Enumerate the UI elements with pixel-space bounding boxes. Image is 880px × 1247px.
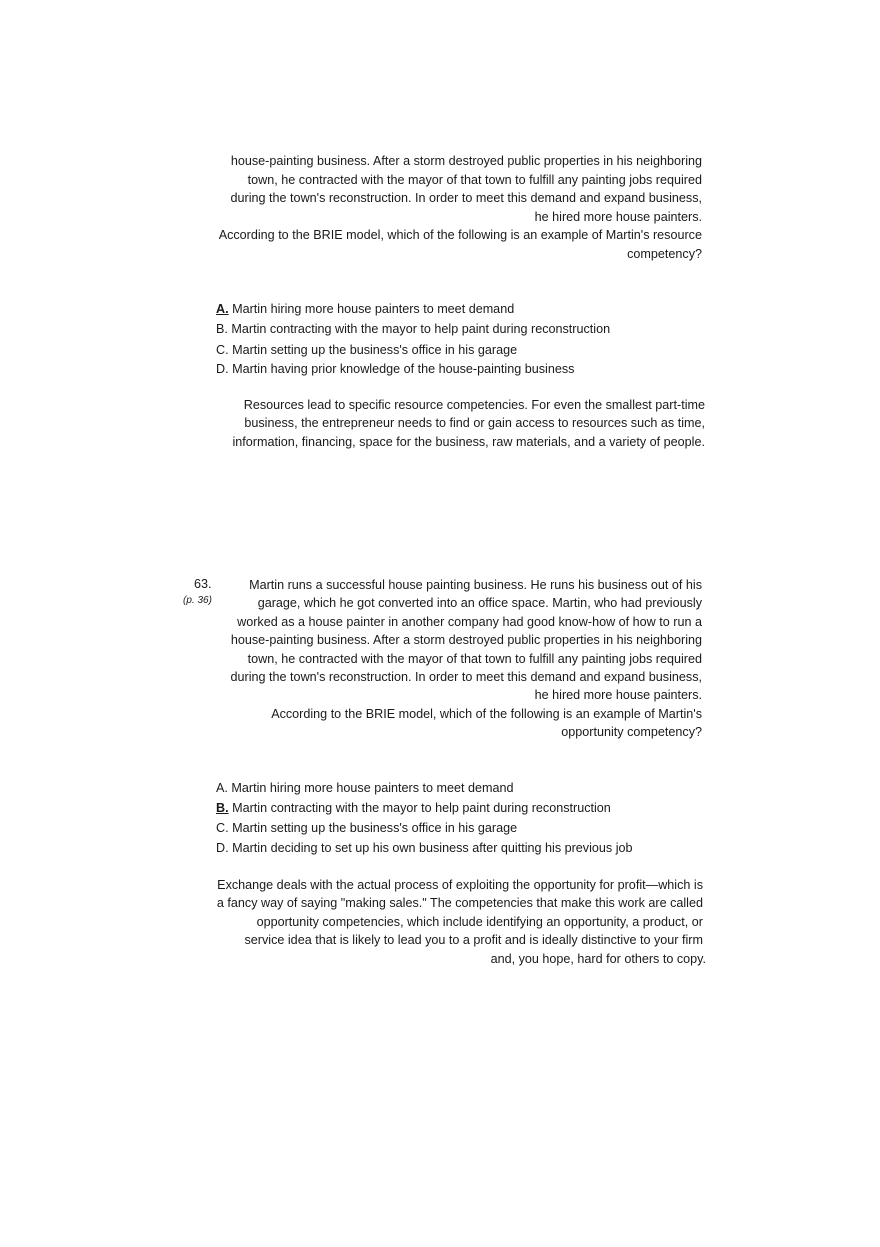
q63-explanation-line: Exchange deals with the actual process of exploiting the opportunity for profit—which is [217,878,703,892]
option-letter: D. [216,841,229,855]
q63-option-d [216,839,633,857]
option-letter: C. [216,343,229,357]
page-reference: (p. 36) [183,595,212,606]
q62-stem-line: competency? [627,247,702,261]
q62-option-b [216,320,610,338]
q62-option-a [216,300,514,318]
q63-explanation-line: and, you hope, hard for others to copy. [490,952,706,966]
q62-stem-line: during the town's reconstruction. In order to meet this demand and expand business, [230,191,702,205]
q63-stem-line: worked as a house painter in another company had good know-how of how to run a [237,615,702,629]
option-text: Martin hiring more house painters to meet demand [232,302,515,316]
q63-stem-line: According to the BRIE model, which of the following is an example of Martin's [271,707,702,721]
option-letter: D. [216,362,229,376]
q62-option-c [216,341,517,359]
option-letter: A. [216,781,228,795]
option-letter: B. [216,322,228,336]
question-number: 63. [194,577,212,591]
q63-stem-line: garage, which he got converted into an office space. Martin, who had previously [257,596,702,610]
q63-explanation-line: service idea that is likely to lead you to a profit and is ideally distinctive to your firm [244,933,703,947]
q63-stem-line: Martin runs a successful house painting business. He runs his business out of his [249,578,702,592]
correct-answer-letter: B. [216,801,229,815]
option-text: Martin hiring more house painters to meet demand [231,781,514,795]
option-text: Martin contracting with the mayor to help paint during reconstruction [232,801,611,815]
q63-stem-line: house-painting business. After a storm destroyed public properties in his neighboring [230,633,702,647]
q63-option-a [216,779,514,797]
q62-explanation-line: information, financing, space for the business, raw materials, and a variety of people. [232,435,705,449]
q62-stem-line: town, he contracted with the mayor of that town to fulfill any painting jobs required [247,173,702,187]
q63-stem-line: opportunity competency? [561,725,702,739]
q62-stem-line: he hired more house painters. [534,210,702,224]
option-text: Martin deciding to set up his own business after quitting his previous job [232,841,633,855]
option-text: Martin contracting with the mayor to help paint during reconstruction [231,322,611,336]
q62-explanation-line: business, the entrepreneur needs to find or gain access to resources such as time, [244,416,705,430]
option-letter: C. [216,821,229,835]
q63-explanation-line: opportunity competencies, which include identifying an opportunity, a product, or [256,915,703,929]
option-text: Martin having prior knowledge of the house-painting business [232,362,575,376]
q62-explanation-line: Resources lead to specific resource competencies. For even the smallest part-time [243,398,705,412]
correct-answer-letter: A. [216,302,229,316]
q62-stem-line: house-painting business. After a storm destroyed public properties in his neighboring [230,154,702,168]
q63-option-c [216,819,517,837]
option-text: Martin setting up the business's office in his garage [232,343,518,357]
option-text: Martin setting up the business's office in his garage [232,821,518,835]
q63-stem-line: town, he contracted with the mayor of that town to fulfill any painting jobs required [247,652,702,666]
q63-option-b [216,799,611,817]
q63-stem-line: during the town's reconstruction. In order to meet this demand and expand business, [230,670,702,684]
q63-stem-line: he hired more house painters. [534,688,702,702]
q62-option-d [216,360,574,378]
q62-stem-line: According to the BRIE model, which of the following is an example of Martin's resource [218,228,702,242]
q63-explanation-line: a fancy way of saying "making sales." The competencies that make this work are called [216,896,703,910]
